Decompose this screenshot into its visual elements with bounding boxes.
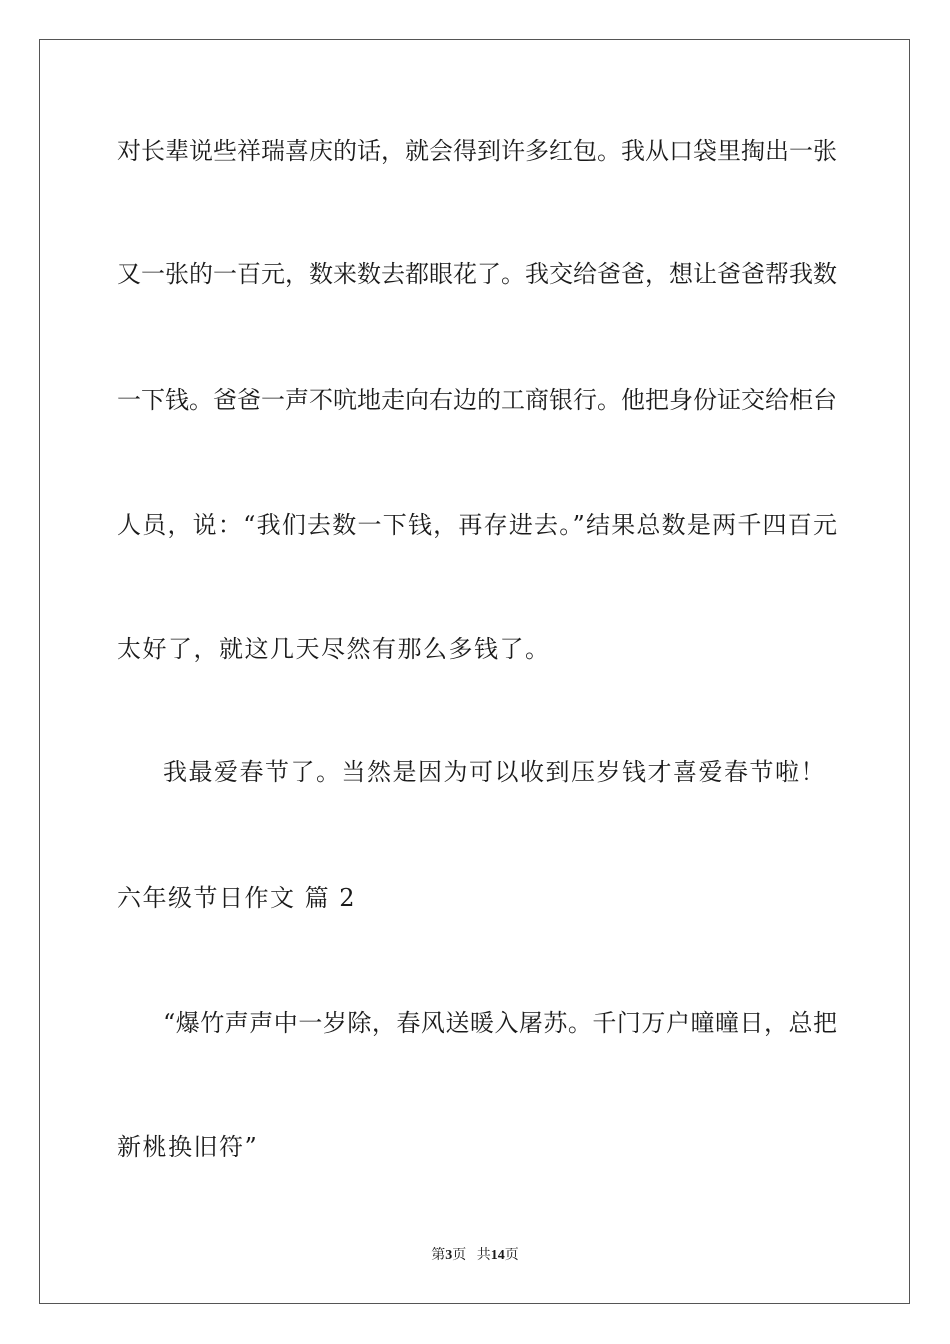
paragraph-line-4: 人员，说：“我们去数一下钱，再存进去。”结果总数是两千四百元 [117,511,837,539]
footer-total-suffix: 页 [504,1248,519,1263]
poem-line-1: “爆竹声声中一岁除，春风送暖入屠苏。千门万户曈曈日，总把 [163,1009,837,1037]
paragraph-line-6: 我最爱春节了。当然是因为可以收到压岁钱才喜爱春节啦！ [163,758,826,786]
page-footer [0,1247,950,1265]
paragraph-line-2: 又一张的一百元，数来数去都眼花了。我交给爸爸，想让爸爸帮我数 [117,260,837,288]
footer-total-prefix: 共 [476,1248,491,1263]
footer-page-number: 3 [445,1248,453,1263]
paragraph-line-1: 对长辈说些祥瑞喜庆的话，就会得到许多红包。我从口袋里掏出一张 [117,137,837,165]
poem-line-2: 新桃换旧符” [117,1133,259,1161]
footer-page-suffix: 页 [452,1248,467,1263]
paragraph-line-5: 太好了，就这几天尽然有那么多钱了。 [117,635,551,663]
footer-prefix: 第 [431,1248,446,1263]
paragraph-line-3: 一下钱。爸爸一声不吭地走向右边的工商银行。他把身份证交给柜台 [117,386,837,414]
page-border [39,39,910,1304]
footer-total-pages: 14 [490,1248,505,1263]
section-heading: 六年级节日作文 篇 2 [117,884,357,912]
